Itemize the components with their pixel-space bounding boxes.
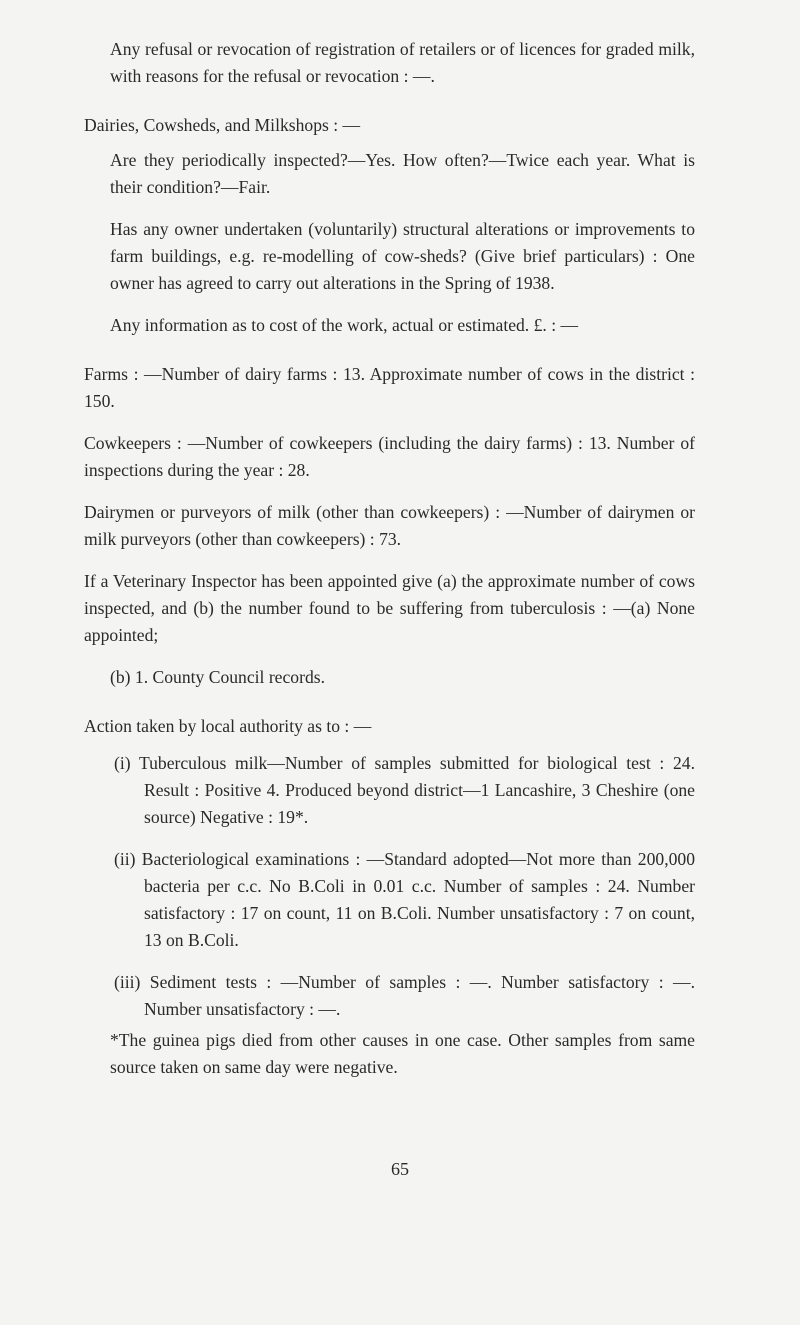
cost-paragraph: Any information as to cost of the work, actual or estimated. £. : — xyxy=(110,315,579,335)
cowkeepers-paragraph: Cowkeepers : —Number of cowkeepers (including the dairy farms) : 13. Number of inspections during the year : 28. xyxy=(84,433,695,480)
alterations-paragraph: Has any owner undertaken (voluntarily) structural alterations or improvements to farm buildings, e.g. re-modelling of cow-sheds? (Give brief particulars) : One owner has agreed to carry out alterations in the Spring of 1938. xyxy=(110,219,695,293)
farms-paragraph: Farms : —Number of dairy farms : 13. Approximate number of cows in the district : 150. xyxy=(84,364,695,411)
page-number: 65 xyxy=(391,1159,409,1179)
veterinary-paragraph-b: (b) 1. County Council records. xyxy=(110,667,325,687)
veterinary-paragraph: If a Veterinary Inspector has been appointed give (a) the approximate number of cows inspected, and (b) the number found to be suffering from tuberculosis : —(a) None appointed; xyxy=(84,571,695,645)
dairies-heading: Dairies, Cowsheds, and Milkshops : — xyxy=(84,115,361,135)
refusal-paragraph: Any refusal or revocation of registration of retailers or of licences for graded milk, with reasons for the refusal or revocation : —. xyxy=(110,39,695,86)
sediment-item: (iii) Sediment tests : —Number of samples : —. Number satisfactory : —. Number unsatisfactory : —. xyxy=(114,972,695,1019)
bacteriological-item: (ii) Bacteriological examinations : —Standard adopted—Not more than 200,000 bacteria per c.c. No B.Coli in 0.01 c.c. Number of samples : 24. Number satisfactory : 17 on count, 11 on B.Coli. Number unsatisfactory : 7 on count, 13 on B.Coli. xyxy=(114,849,695,950)
inspection-paragraph: Are they periodically inspected?—Yes. How often?—Twice each year. What is their condition?—Fair. xyxy=(110,150,695,197)
action-heading: Action taken by local authority as to : — xyxy=(84,716,372,736)
footnote: *The guinea pigs died from other causes in one case. Other samples from same source taken on same day were negative. xyxy=(110,1030,695,1077)
tuberculous-milk-item: (i) Tuberculous milk—Number of samples submitted for biological test : 24. Result : Positive 4. Produced beyond district—1 Lancashire, 3 Cheshire (one source) Negative : 19*. xyxy=(114,753,695,827)
dairymen-paragraph: Dairymen or purveyors of milk (other than cowkeepers) : —Number of dairymen or milk purveyors (other than cowkeepers) : 73. xyxy=(84,502,695,549)
